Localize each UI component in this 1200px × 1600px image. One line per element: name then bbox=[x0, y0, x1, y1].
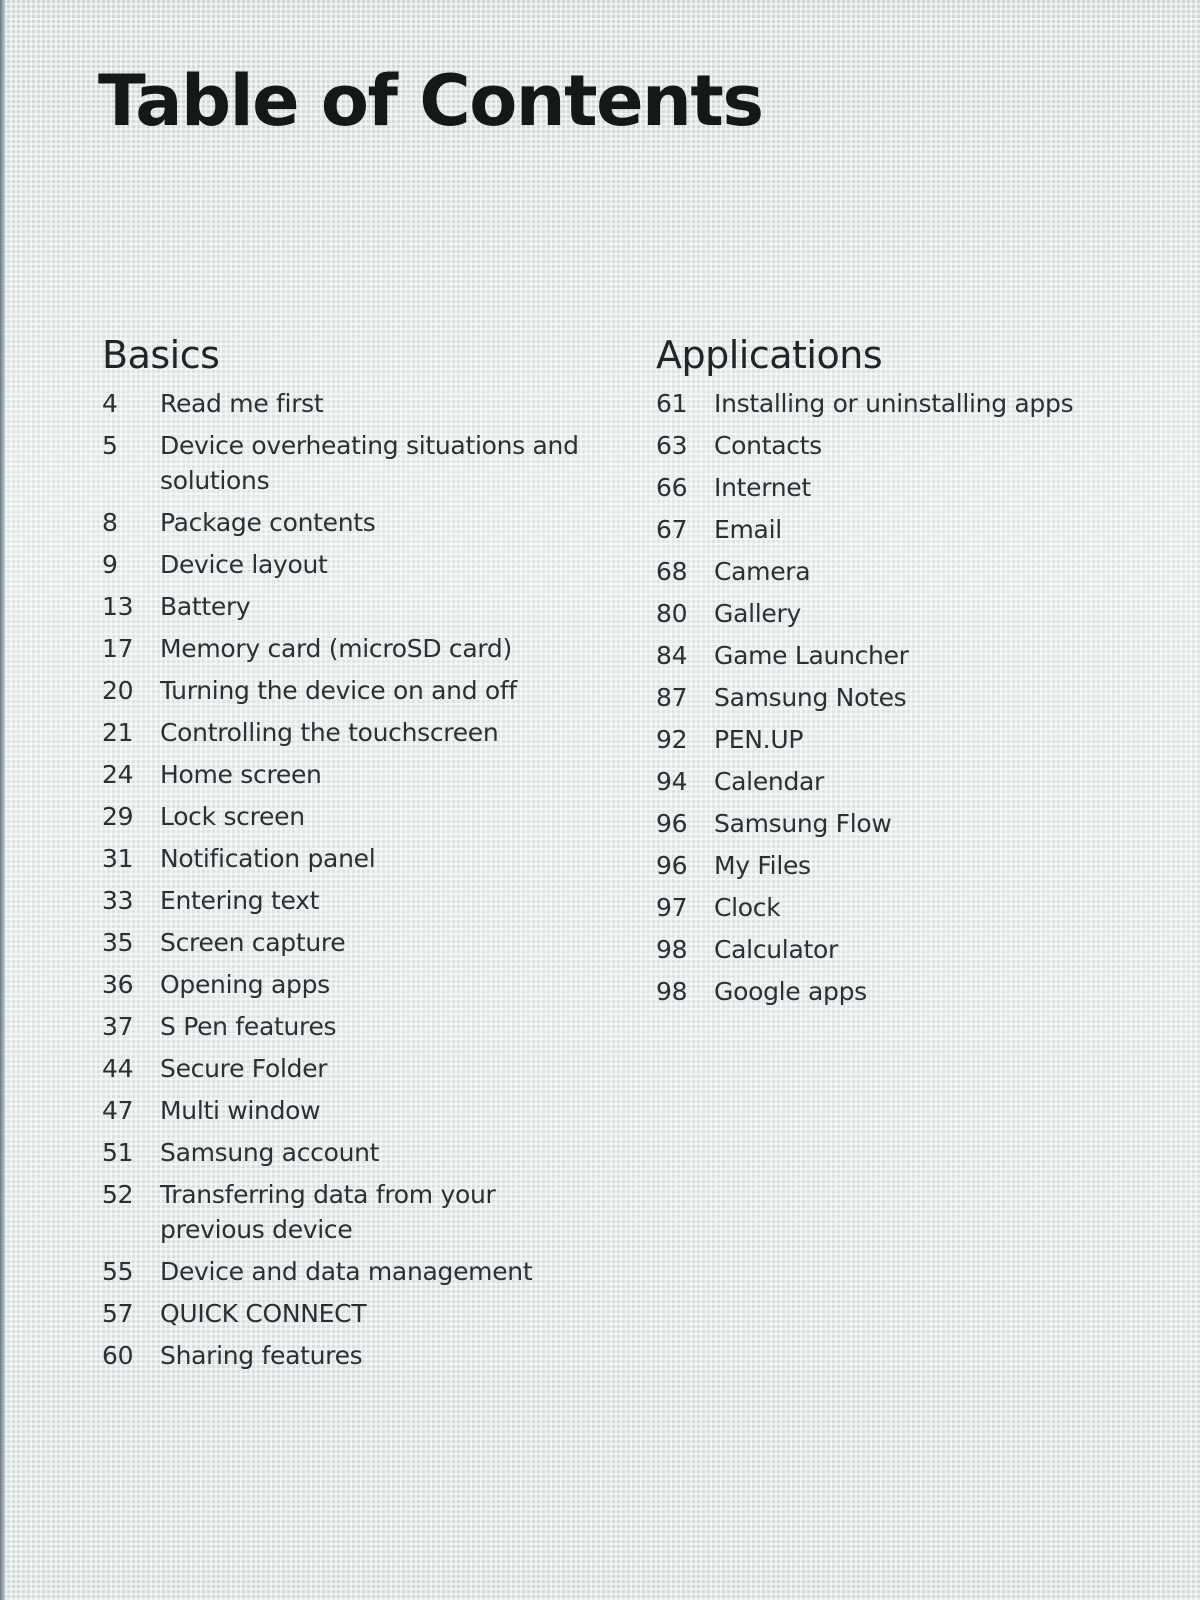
toc-entry bbox=[102, 589, 602, 624]
toc-page-number: 55 bbox=[102, 1256, 134, 1286]
toc-page-number: 57 bbox=[102, 1298, 134, 1328]
toc-entry bbox=[102, 841, 602, 876]
toc-entry-title: Battery bbox=[160, 591, 251, 621]
toc-page-number: 24 bbox=[102, 759, 134, 789]
toc-entry bbox=[656, 470, 1116, 505]
toc-entry bbox=[656, 428, 1116, 463]
toc-entry-title: Game Launcher bbox=[714, 640, 909, 670]
toc-entry bbox=[656, 932, 1116, 967]
toc-page-number: 94 bbox=[656, 766, 688, 796]
toc-entry-title: Email bbox=[714, 514, 782, 544]
toc-entry-title: Installing or uninstalling apps bbox=[714, 388, 1074, 418]
toc-page-number: 9 bbox=[102, 549, 118, 579]
section-applications bbox=[656, 333, 1116, 1016]
toc-entry-title: Device overheating situations and solutions bbox=[160, 430, 579, 495]
toc-list-basics bbox=[102, 386, 602, 1373]
toc-entry-title: Calendar bbox=[714, 766, 825, 796]
toc-entry bbox=[656, 764, 1116, 799]
toc-entry bbox=[102, 1254, 602, 1289]
toc-entry-title: Internet bbox=[714, 472, 811, 502]
toc-entry-title: Sharing features bbox=[160, 1340, 363, 1370]
toc-page-number: 13 bbox=[102, 591, 134, 621]
toc-page-number: 92 bbox=[656, 724, 688, 754]
toc-entry-title: Memory card (microSD card) bbox=[160, 633, 512, 663]
toc-entry-title: Device layout bbox=[160, 549, 328, 579]
toc-page-number: 8 bbox=[102, 507, 118, 537]
toc-entry-title: Samsung Flow bbox=[714, 808, 892, 838]
toc-entry-title: Controlling the touchscreen bbox=[160, 717, 499, 747]
toc-entry bbox=[656, 806, 1116, 841]
toc-entry-title: Google apps bbox=[714, 976, 867, 1006]
toc-list-applications bbox=[656, 386, 1116, 1009]
page-title: Table of Contents bbox=[98, 60, 763, 142]
toc-entry bbox=[102, 631, 602, 666]
toc-page-number: 4 bbox=[102, 388, 118, 418]
toc-page-number: 21 bbox=[102, 717, 134, 747]
toc-page-number: 29 bbox=[102, 801, 134, 831]
section-heading-basics: Basics bbox=[102, 333, 220, 377]
toc-entry bbox=[656, 722, 1116, 757]
toc-page-number: 33 bbox=[102, 885, 134, 915]
toc-entry bbox=[656, 848, 1116, 883]
toc-entry bbox=[102, 1051, 602, 1086]
toc-entry-title: S Pen features bbox=[160, 1011, 337, 1041]
toc-page-number: 35 bbox=[102, 927, 134, 957]
toc-entry-title: Gallery bbox=[714, 598, 801, 628]
toc-page-number: 80 bbox=[656, 598, 688, 628]
toc-entry bbox=[102, 757, 602, 792]
section-basics bbox=[102, 333, 602, 1380]
toc-entry bbox=[102, 1135, 602, 1170]
toc-page-number: 68 bbox=[656, 556, 688, 586]
toc-page-number: 87 bbox=[656, 682, 688, 712]
toc-entry bbox=[656, 512, 1116, 547]
toc-page-number: 5 bbox=[102, 430, 118, 460]
toc-entry-title: Contacts bbox=[714, 430, 822, 460]
toc-page-number: 52 bbox=[102, 1179, 134, 1209]
toc-entry bbox=[102, 547, 602, 582]
toc-entry bbox=[102, 883, 602, 918]
toc-entry-title: Transferring data from your previous device bbox=[160, 1179, 496, 1244]
toc-page-number: 60 bbox=[102, 1340, 134, 1370]
toc-page-number: 96 bbox=[656, 808, 688, 838]
toc-page-number: 37 bbox=[102, 1011, 134, 1041]
toc-page-number: 96 bbox=[656, 850, 688, 880]
toc-entry bbox=[102, 1009, 602, 1044]
toc-entry bbox=[102, 1296, 602, 1331]
toc-entry-title: QUICK CONNECT bbox=[160, 1298, 367, 1328]
toc-entry bbox=[656, 680, 1116, 715]
toc-entry-title: Home screen bbox=[160, 759, 322, 789]
toc-page-number: 98 bbox=[656, 976, 688, 1006]
toc-page-number: 44 bbox=[102, 1053, 134, 1083]
toc-entry-title: Device and data management bbox=[160, 1256, 533, 1286]
toc-entry bbox=[656, 596, 1116, 631]
toc-entry bbox=[102, 386, 602, 421]
toc-entry bbox=[102, 428, 602, 498]
toc-entry bbox=[102, 1093, 602, 1128]
toc-entry-title: Screen capture bbox=[160, 927, 346, 957]
screen-left-edge bbox=[0, 0, 6, 1600]
toc-page-number: 51 bbox=[102, 1137, 134, 1167]
toc-entry bbox=[656, 638, 1116, 673]
toc-entry-title: My Files bbox=[714, 850, 811, 880]
toc-entry bbox=[656, 890, 1116, 925]
section-heading-applications: Applications bbox=[656, 333, 883, 377]
toc-entry-title: Entering text bbox=[160, 885, 320, 915]
toc-entry-title: Secure Folder bbox=[160, 1053, 328, 1083]
toc-page-number: 66 bbox=[656, 472, 688, 502]
toc-entry-title: Opening apps bbox=[160, 969, 330, 999]
toc-entry bbox=[656, 554, 1116, 589]
toc-entry-title: Camera bbox=[714, 556, 811, 586]
toc-page-number: 36 bbox=[102, 969, 134, 999]
toc-page-number: 47 bbox=[102, 1095, 134, 1125]
toc-page-number: 67 bbox=[656, 514, 688, 544]
toc-entry bbox=[102, 715, 602, 750]
toc-entry bbox=[102, 967, 602, 1002]
toc-entry bbox=[656, 974, 1116, 1009]
toc-entry-title: Package contents bbox=[160, 507, 376, 537]
toc-page-number: 31 bbox=[102, 843, 134, 873]
toc-entry-title: Multi window bbox=[160, 1095, 321, 1125]
toc-entry bbox=[656, 386, 1116, 421]
toc-page-number: 98 bbox=[656, 934, 688, 964]
toc-page-number: 61 bbox=[656, 388, 688, 418]
toc-page-number: 84 bbox=[656, 640, 688, 670]
toc-page-number: 97 bbox=[656, 892, 688, 922]
toc-page-number: 17 bbox=[102, 633, 134, 663]
toc-entry-title: Calculator bbox=[714, 934, 838, 964]
toc-entry-title: Samsung account bbox=[160, 1137, 380, 1167]
toc-entry bbox=[102, 925, 602, 960]
toc-entry-title: Lock screen bbox=[160, 801, 305, 831]
toc-entry bbox=[102, 1177, 602, 1247]
toc-entry bbox=[102, 799, 602, 834]
toc-entry-title: Notification panel bbox=[160, 843, 376, 873]
toc-entry-title: PEN.UP bbox=[714, 724, 804, 754]
toc-entry-title: Turning the device on and off bbox=[160, 675, 517, 705]
toc-entry bbox=[102, 1338, 602, 1373]
toc-entry bbox=[102, 505, 602, 540]
toc-page-number: 63 bbox=[656, 430, 688, 460]
toc-page-number: 20 bbox=[102, 675, 134, 705]
toc-entry-title: Read me first bbox=[160, 388, 324, 418]
toc-entry-title: Clock bbox=[714, 892, 781, 922]
toc-entry-title: Samsung Notes bbox=[714, 682, 907, 712]
toc-entry bbox=[102, 673, 602, 708]
